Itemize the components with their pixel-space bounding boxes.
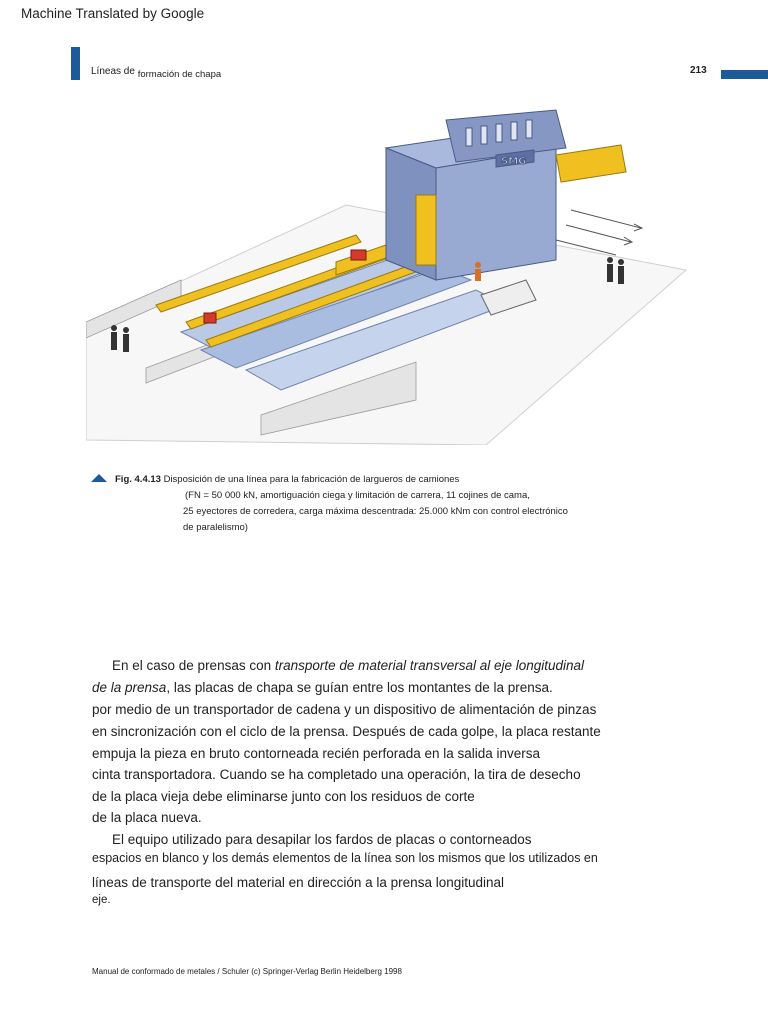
para1-line8: de la placa nueva. <box>92 810 202 825</box>
running-head-part2: formación de chapa <box>137 69 222 80</box>
para1-line2-italic: de la prensa <box>92 680 167 695</box>
para2-line2: espacios en blanco y los demás elementos de la línea son los mismos que los utilizados en <box>92 851 598 865</box>
footer-citation: Manual de conformado de metales / Schuler (c) Springer-Verlag Berlin Heidelberg 1998 <box>92 967 402 976</box>
para1-line2-text: , las placas de chapa se guían entre los montantes de la prensa. <box>166 680 553 695</box>
para2-line4: eje. <box>92 894 111 906</box>
para1-line3: por medio de un transportador de cadena y un dispositivo de alimentación de pinzas <box>92 702 597 717</box>
caption-line-3: 25 eyectores de corredera, carga máxima descentrada: 25.000 kNm con control electrónico <box>183 506 568 517</box>
stacking-unit <box>556 145 626 182</box>
running-head-part1: Líneas de <box>91 66 135 77</box>
para1-line6: cinta transportadora. Cuando se ha completado una operación, la tira de desecho <box>92 767 581 782</box>
para1-line5: empuja la pieza en bruto contorneada recién perforada en la salida inversa <box>92 746 541 761</box>
para1-line1-text: En el caso de prensas con <box>112 658 275 673</box>
machine-translation-banner: Machine Translated by Google <box>21 6 205 21</box>
para1-line2 <box>92 680 553 695</box>
para1-line1 <box>112 658 584 673</box>
page-number: 213 <box>690 65 707 76</box>
press-logo: SMG <box>501 156 527 167</box>
para2-line1: El equipo utilizado para desapilar los fardos de placas o contorneados <box>112 832 532 847</box>
figure-label: Fig. 4.4.13 <box>115 474 161 485</box>
figure-press-line-illustration <box>86 100 691 445</box>
page-edge-marker <box>721 70 768 79</box>
section-marker-bar <box>71 47 80 80</box>
para1-line1-italic: transporte de material transversal al eje longitudinal <box>274 658 585 673</box>
running-head <box>91 66 222 80</box>
caption-triangle-icon <box>91 474 107 482</box>
caption-line-1: Disposición de una línea para la fabricación de largueros de camiones <box>163 474 460 485</box>
caption-line-4: de paralelismo) <box>183 522 248 533</box>
para1-line7: de la placa vieja debe eliminarse junto con los residuos de corte <box>92 789 475 804</box>
caption-line-2: (FN = 50 000 kN, amortiguación ciega y limitación de carrera, 11 cojines de cama, <box>185 490 530 501</box>
press-body <box>386 110 566 280</box>
para1-line4: en sincronización con el ciclo de la prensa. Después de cada golpe, la placa restante <box>92 724 601 739</box>
press-line-drawing <box>86 100 691 445</box>
para2-line3: líneas de transporte del material en dirección a la prensa longitudinal <box>92 875 505 890</box>
